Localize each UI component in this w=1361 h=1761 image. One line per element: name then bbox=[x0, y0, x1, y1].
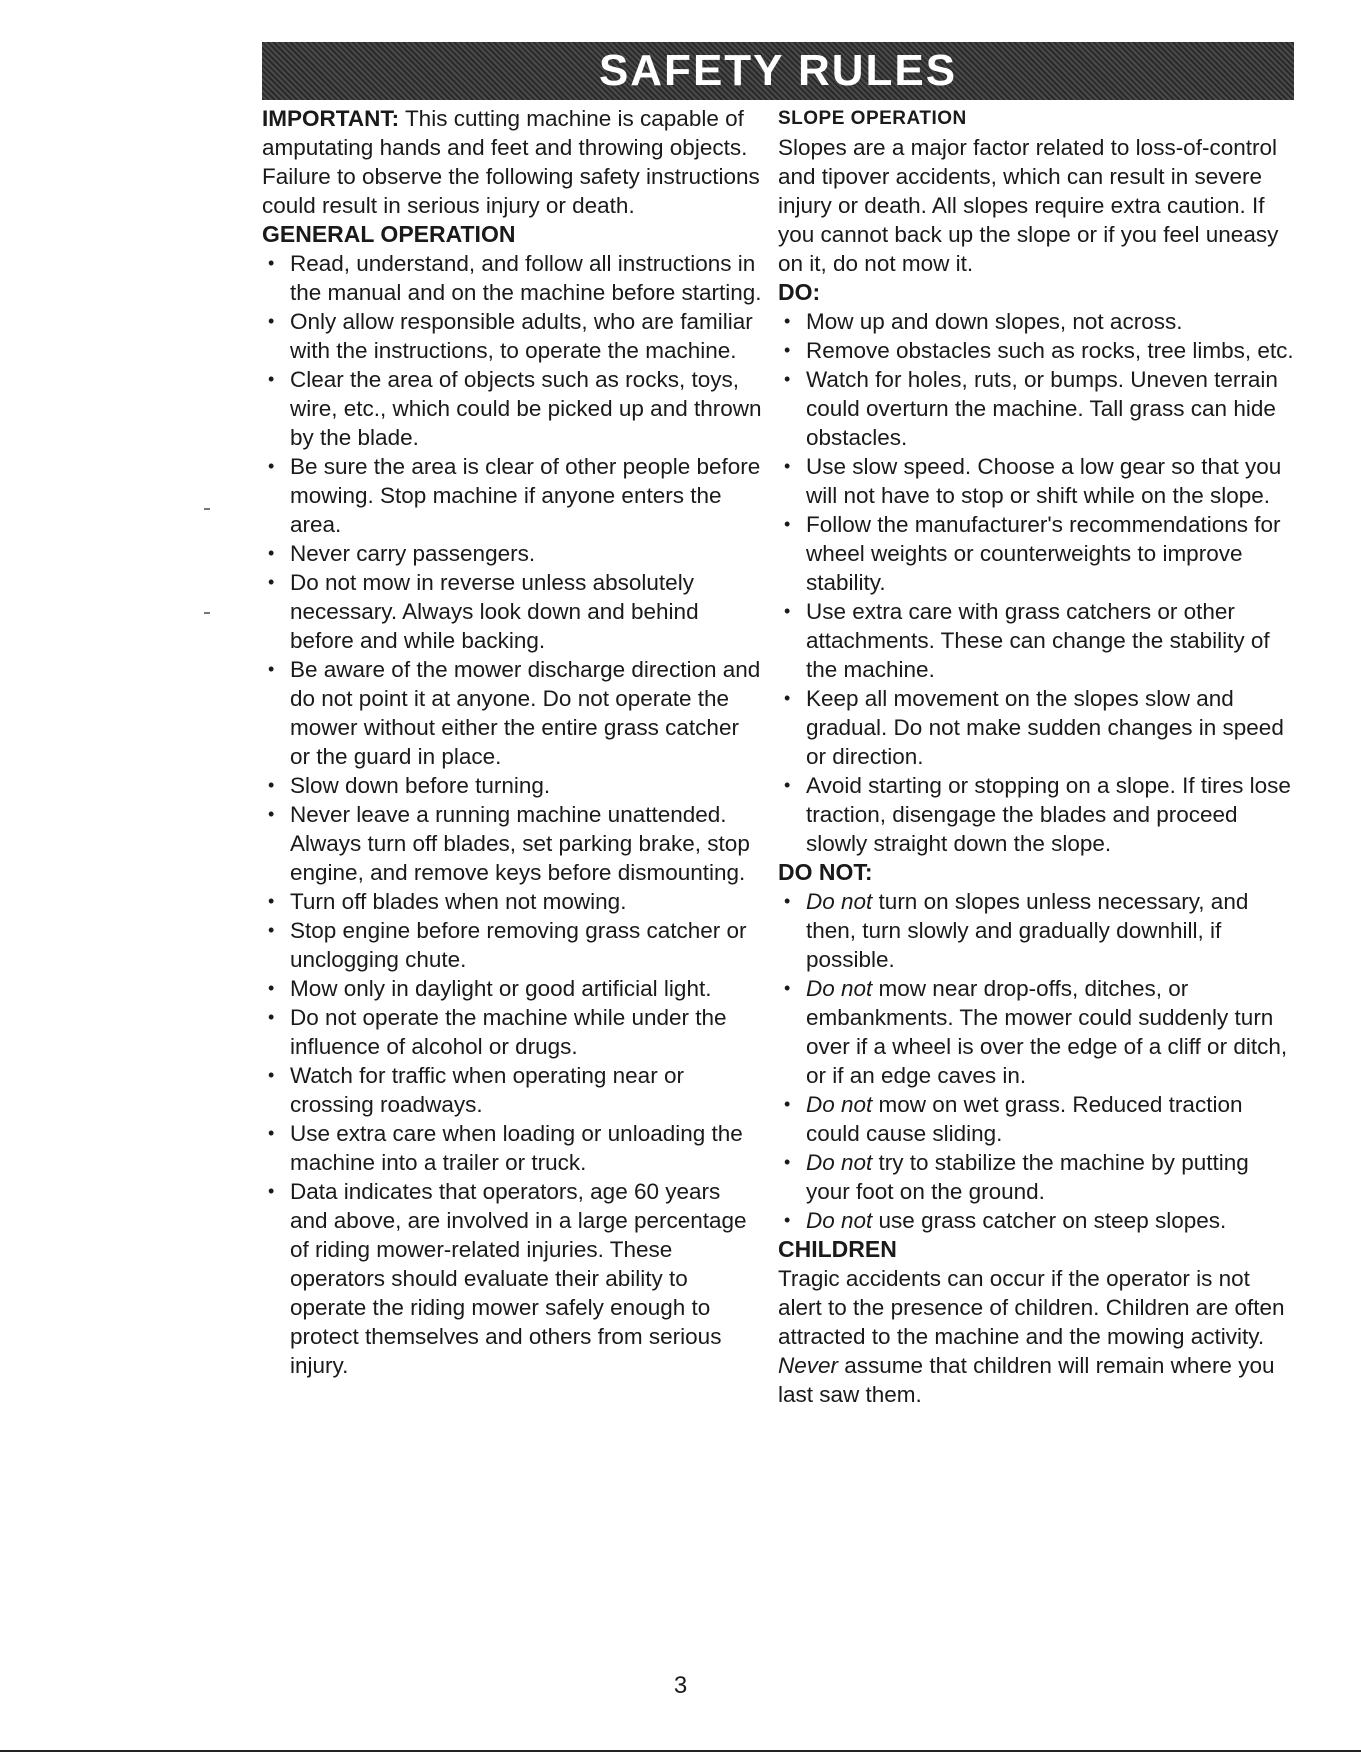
bullet-icon: • bbox=[784, 688, 791, 708]
important-notice bbox=[262, 104, 762, 220]
bullet-icon: • bbox=[268, 1123, 275, 1143]
bullet-icon: • bbox=[784, 1094, 791, 1114]
left-column bbox=[262, 104, 762, 1380]
list-item-text: Use extra care with grass catchers or other attachments. These can change the stability of the machine. bbox=[806, 599, 1270, 682]
list-item bbox=[778, 887, 1298, 974]
list-item bbox=[778, 1206, 1298, 1235]
list-item-text: Use slow speed. Choose a low gear so that you will not have to stop or shift while on the slope. bbox=[806, 454, 1282, 508]
list-item-text: turn on slopes unless necessary, and then, turn slowly and gradually downhill, if possible. bbox=[806, 889, 1249, 972]
list-item bbox=[778, 771, 1298, 858]
list-item-text: Do not mow in reverse unless absolutely necessary. Always look down and behind before and while backing. bbox=[290, 570, 699, 653]
list-item-text: Data indicates that operators, age 60 years and above, are involved in a large percentage of riding mower-related injuries. These operators should evaluate their ability to operate the riding mower safely enough to protect themselves and others from serious injury. bbox=[290, 1179, 747, 1378]
bullet-icon: • bbox=[268, 572, 275, 592]
do-not-emphasis: Do not bbox=[806, 1150, 873, 1175]
list-item-text: Mow only in daylight or good artificial light. bbox=[290, 976, 712, 1001]
do-not-list bbox=[778, 887, 1298, 1235]
bullet-icon: • bbox=[268, 659, 275, 679]
stray-mark bbox=[204, 612, 210, 614]
list-item bbox=[778, 597, 1298, 684]
list-item bbox=[778, 510, 1298, 597]
list-item bbox=[262, 1119, 762, 1177]
bullet-icon: • bbox=[268, 253, 275, 273]
list-item bbox=[262, 249, 762, 307]
list-item bbox=[262, 365, 762, 452]
important-label: IMPORTANT: bbox=[262, 106, 400, 131]
bullet-icon: • bbox=[784, 311, 791, 331]
bullet-icon: • bbox=[268, 1007, 275, 1027]
list-item bbox=[778, 684, 1298, 771]
page-title: SAFETY RULES bbox=[598, 46, 958, 95]
list-item-text: Do not operate the machine while under the influence of alcohol or drugs. bbox=[290, 1005, 727, 1059]
list-item-text: Remove obstacles such as rocks, tree limbs, etc. bbox=[806, 338, 1294, 363]
bullet-icon: • bbox=[268, 1181, 275, 1201]
bullet-icon: • bbox=[268, 891, 275, 911]
important-text: This cutting machine is capable of amputating hands and feet and throwing objects. Failure to observe the following safety instructions could result in serious injury or death. bbox=[262, 106, 760, 218]
list-item-text: Read, understand, and follow all instructions in the manual and on the machine before starting. bbox=[290, 251, 762, 305]
list-item-text: Turn off blades when not mowing. bbox=[290, 889, 627, 914]
list-item bbox=[262, 307, 762, 365]
do-list bbox=[778, 307, 1298, 858]
list-item bbox=[778, 452, 1298, 510]
children-text-part1: Tragic accidents can occur if the operator is not alert to the presence of children. Children are often attracted to the machine and the mowing activity. bbox=[778, 1266, 1285, 1349]
list-item bbox=[262, 452, 762, 539]
bullet-icon: • bbox=[268, 804, 275, 824]
list-item-text: Use extra care when loading or unloading the machine into a trailer or truck. bbox=[290, 1121, 743, 1175]
list-item-text: Slow down before turning. bbox=[290, 773, 551, 798]
page-number: 3 bbox=[673, 1672, 688, 1699]
children-text bbox=[778, 1264, 1298, 1409]
right-column bbox=[778, 104, 1298, 1409]
list-item-text: try to stabilize the machine by putting your foot on the ground. bbox=[806, 1150, 1249, 1204]
list-item bbox=[262, 655, 762, 771]
list-item bbox=[262, 1003, 762, 1061]
bullet-icon: • bbox=[784, 601, 791, 621]
children-heading: CHILDREN bbox=[778, 1236, 897, 1262]
list-item bbox=[262, 568, 762, 655]
slope-operation-text: Slopes are a major factor related to loss-of-control and tipover accidents, which can result in severe injury or death. All slopes require extra caution. If you cannot back up the slope or if you feel uneasy on it, do not mow it. bbox=[778, 135, 1279, 276]
list-item-text: Never leave a running machine unattended. Always turn off blades, set parking brake, stop engine, and remove keys before dismounting. bbox=[290, 802, 750, 885]
list-item-text: Clear the area of objects such as rocks, toys, wire, etc., which could be picked up and thrown by the blade. bbox=[290, 367, 762, 450]
list-item bbox=[262, 539, 762, 568]
list-item-text: mow near drop-offs, ditches, or embankments. The mower could suddenly turn over if a wheel is over the edge of a cliff or ditch, or if an edge caves in. bbox=[806, 976, 1288, 1088]
list-item-text: Mow up and down slopes, not across. bbox=[806, 309, 1183, 334]
list-item-text: Never carry passengers. bbox=[290, 541, 536, 566]
list-item bbox=[778, 365, 1298, 452]
list-item-text: Stop engine before removing grass catcher or unclogging chute. bbox=[290, 918, 747, 972]
list-item-text: use grass catcher on steep slopes. bbox=[872, 1208, 1227, 1233]
bullet-icon: • bbox=[268, 920, 275, 940]
do-not-emphasis: Do not bbox=[806, 1208, 873, 1233]
do-not-emphasis: Do not bbox=[806, 889, 873, 914]
list-item bbox=[778, 974, 1298, 1090]
do-not-heading: DO NOT: bbox=[778, 859, 873, 885]
list-item-text: Avoid starting or stopping on a slope. If tires lose traction, disengage the blades and proceed slowly straight down the slope. bbox=[806, 773, 1291, 856]
bullet-icon: • bbox=[268, 456, 275, 476]
bullet-icon: • bbox=[784, 891, 791, 911]
do-not-emphasis: Do not bbox=[806, 976, 873, 1001]
list-item bbox=[262, 800, 762, 887]
list-item bbox=[778, 307, 1298, 336]
list-item-text: Keep all movement on the slopes slow and gradual. Do not make sudden changes in speed or direction. bbox=[806, 686, 1284, 769]
bullet-icon: • bbox=[784, 340, 791, 360]
do-not-emphasis: Do not bbox=[806, 1092, 873, 1117]
list-item bbox=[262, 1177, 762, 1380]
list-item-text: Be sure the area is clear of other people before mowing. Stop machine if anyone enters the area. bbox=[290, 454, 761, 537]
list-item-text: Be aware of the mower discharge direction and do not point it at anyone. Do not operate the mower without either the entire grass catcher or the guard in place. bbox=[290, 657, 761, 769]
list-item bbox=[778, 336, 1298, 365]
bullet-icon: • bbox=[784, 775, 791, 795]
bullet-icon: • bbox=[784, 369, 791, 389]
bullet-icon: • bbox=[268, 1065, 275, 1085]
general-operation-heading: GENERAL OPERATION bbox=[262, 221, 516, 247]
bullet-icon: • bbox=[268, 775, 275, 795]
list-item bbox=[262, 887, 762, 916]
do-heading: DO: bbox=[778, 279, 821, 305]
bullet-icon: • bbox=[784, 456, 791, 476]
list-item-text: Watch for holes, ruts, or bumps. Uneven terrain could overturn the machine. Tall grass can hide obstacles. bbox=[806, 367, 1278, 450]
bullet-icon: • bbox=[268, 311, 275, 331]
children-text-part2: assume that children will remain where you last saw them. bbox=[778, 1353, 1275, 1407]
stray-mark bbox=[204, 508, 210, 510]
bullet-icon: • bbox=[268, 369, 275, 389]
title-banner bbox=[262, 42, 1294, 100]
list-item bbox=[262, 771, 762, 800]
bullet-icon: • bbox=[784, 978, 791, 998]
list-item bbox=[262, 916, 762, 974]
bullet-icon: • bbox=[268, 543, 275, 563]
list-item-text: mow on wet grass. Reduced traction could cause sliding. bbox=[806, 1092, 1243, 1146]
bullet-icon: • bbox=[784, 1152, 791, 1172]
list-item-text: Only allow responsible adults, who are familiar with the instructions, to operate the machine. bbox=[290, 309, 753, 363]
bullet-icon: • bbox=[784, 514, 791, 534]
bullet-icon: • bbox=[268, 978, 275, 998]
list-item bbox=[262, 1061, 762, 1119]
footer-rule bbox=[0, 1750, 1361, 1752]
list-item bbox=[778, 1148, 1298, 1206]
general-operation-list bbox=[262, 249, 762, 1380]
list-item-text: Follow the manufacturer's recommendations for wheel weights or counterweights to improve stability. bbox=[806, 512, 1281, 595]
bullet-icon: • bbox=[784, 1210, 791, 1230]
slope-operation-heading: SLOPE OPERATION bbox=[778, 108, 967, 129]
list-item-text: Watch for traffic when operating near or crossing roadways. bbox=[290, 1063, 684, 1117]
list-item bbox=[778, 1090, 1298, 1148]
list-item bbox=[262, 974, 762, 1003]
children-never: Never bbox=[778, 1353, 839, 1378]
